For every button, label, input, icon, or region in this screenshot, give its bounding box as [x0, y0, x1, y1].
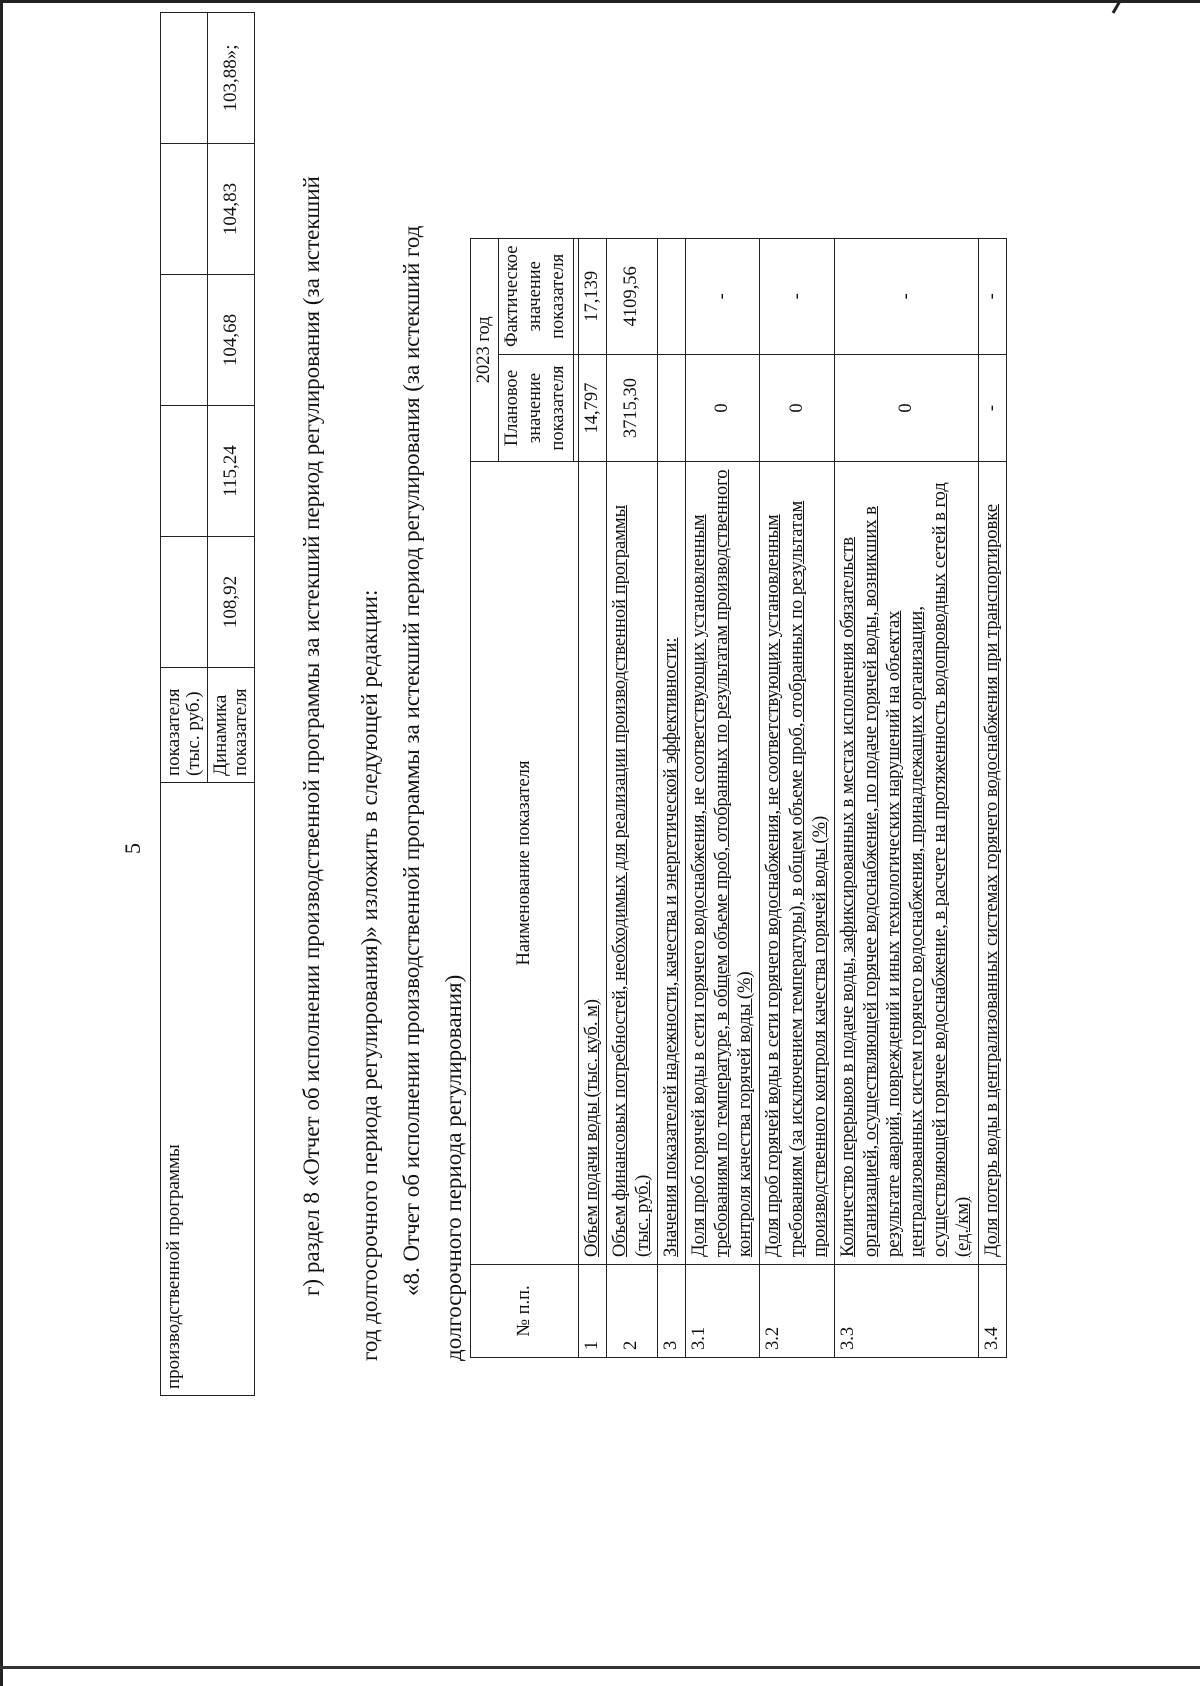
row-plan: 3715,30 [606, 355, 657, 462]
top-table-sub-label-1: показателя (тыс. руб.) [161, 668, 208, 783]
table-row [834, 238, 978, 1357]
top-table-empty-cell [161, 537, 208, 668]
table-row [606, 238, 657, 1357]
header-name: Наименование показателя [471, 462, 579, 1265]
top-table-row-label: производственной программы [161, 783, 255, 1396]
paragraph-section-8-amendment: г) раздел 8 «Отчет об исполнении производственной программы за истекший период регулирования (за истекший [299, 176, 324, 1296]
table-row [578, 238, 606, 1357]
row-name: Значения показателей надежности, качества и энергетической эффективности: [657, 462, 685, 1265]
row-name: Доля потерь воды в централизованных системах горячего водоснабжения при транспортировке [978, 462, 1006, 1265]
top-table-empty-cell [161, 275, 208, 406]
row-plan: 0 [834, 355, 978, 462]
section-8-heading: «8. Отчет об исполнении производственной программы за истекший период регулирования (за истекший год [399, 225, 424, 1296]
row-plan: 14,797 [578, 355, 606, 462]
row-num: 3.2 [760, 1265, 834, 1358]
page-number: 5 [120, 843, 145, 854]
table-row [978, 238, 1006, 1357]
report-table [470, 238, 1007, 1358]
row-fact: - [686, 238, 760, 354]
table-row [657, 238, 685, 1357]
row-name: Количество перерывов в подаче воды, зафиксированных в местах исполнения обязательств организацией, осуществляющей горячее водоснабжение, по подаче горячей воды, возникших в результате аварий, повреждений и иных технологических нарушений на объектах централизованных систем горячего водоснабжения, принадлежащих организации, осуществляющей горячее водоснабжение, в расчете на протяженность водопроводных сетей в год (ед./км) [834, 462, 978, 1265]
top-table-empty-cell [161, 13, 208, 144]
top-table-value: 104,83 [208, 144, 255, 275]
header-num: № п.п. [471, 1265, 579, 1358]
top-table-value: 108,92 [208, 537, 255, 668]
paragraph-section-8-amendment-cont: год долгосрочного периода регулирования)» изложить в следующей редакции: [357, 589, 382, 1361]
row-plan: 0 [686, 355, 760, 462]
header-fact: Фактическое значение показателя [499, 238, 573, 354]
top-table-empty-cell [161, 406, 208, 537]
table-row [760, 238, 834, 1357]
row-fact [657, 238, 685, 354]
row-num: 2 [606, 1265, 657, 1358]
row-num: 3.1 [686, 1265, 760, 1358]
top-table-value: 103,88»; [208, 13, 255, 144]
row-name: Объем подачи воды (тыс. куб. м) [578, 462, 606, 1265]
top-table-sub-label-2: Динамика показателя [208, 668, 255, 783]
row-fact: - [760, 238, 834, 354]
row-num: 3 [657, 1265, 685, 1358]
header-plan: Плановое значение показателя [499, 355, 573, 462]
row-name: Доля проб горячей воды в сети горячего водоснабжения, не соответствующих установленным требованиям по температуре, в общем объеме проб, отобранных по результатам производственного контроля качества горячей воды (%) [686, 462, 760, 1265]
row-fact: - [834, 238, 978, 354]
row-fact: - [978, 238, 1006, 354]
row-num: 1 [578, 1265, 606, 1358]
row-num: 3.4 [978, 1265, 1006, 1358]
section-8-heading-cont: долгосрочного периода регулирования) [441, 974, 466, 1361]
row-fact: 4109,56 [606, 238, 657, 354]
top-table-empty-cell [161, 144, 208, 275]
table-row [686, 238, 760, 1357]
row-name: Объем финансовых потребностей, необходимых для реализации производственной программы (тыс. руб.) [606, 462, 657, 1265]
row-plan [657, 355, 685, 462]
row-name: Доля проб горячей воды в сети горячего водоснабжения, не соответствующих установленным требованиям (за исключением температуры), в общем объеме проб, отобранных по результатам производственного контроля качества горячей воды (%) [760, 462, 834, 1265]
top-table [160, 12, 255, 1396]
row-fact: 17,139 [578, 238, 606, 354]
top-table-value: 104,68 [208, 275, 255, 406]
row-plan: - [978, 355, 1006, 462]
row-num: 3.3 [834, 1265, 978, 1358]
header-year: 2023 год [471, 238, 499, 461]
row-plan: 0 [760, 355, 834, 462]
top-table-value: 115,24 [208, 406, 255, 537]
